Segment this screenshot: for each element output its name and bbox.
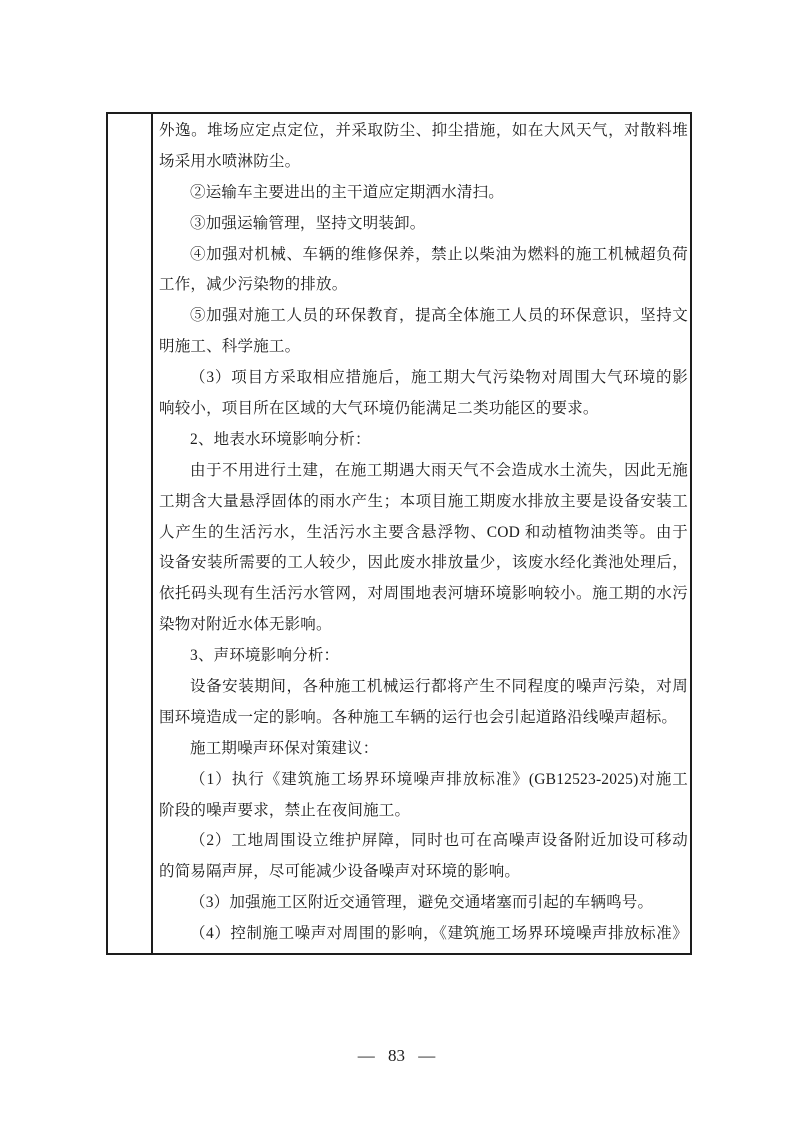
text-line: ②运输车主要进出的主干道应定期洒水清扫。: [190, 183, 505, 201]
table-label-column: [108, 114, 153, 953]
content-table: [106, 112, 692, 955]
table-content-cell: [153, 114, 690, 953]
text-line: ④加强对机械、车辆的维修保养，禁止以柴油为燃料的施工机械超负荷: [190, 245, 688, 263]
text-line: 场采用水喷淋防尘。: [159, 152, 301, 170]
text-line: 染物对附近水体无影响。: [159, 616, 332, 634]
text-line: 阶段的噪声要求，禁止在夜间施工。: [159, 801, 411, 819]
text-line: （2）工地周围设立维护屏障，同时也可在高噪声设备附近加设可移动: [190, 832, 688, 850]
text-line: ③加强运输管理，坚持文明装卸。: [190, 214, 426, 232]
text-line: ⑤加强对施工人员的环保教育，提高全体施工人员的环保意识，坚持文: [190, 307, 688, 325]
text-line: 的简易隔声屏，尽可能减少设备噪声对环境的影响。: [159, 863, 521, 881]
text-line: 工作，减少污染物的排放。: [159, 276, 348, 294]
text-line: （4）控制施工噪声对周围的影响，《建筑施工场界环境噪声排放标准》: [190, 925, 688, 943]
text-line: 3、声环境影响分析：: [190, 647, 340, 665]
page-number: — 83 —: [357, 1046, 436, 1065]
text-line: 明施工、科学施工。: [159, 338, 301, 356]
text-line: （3）项目方采取相应措施后，施工期大气污染物对周围大气环境的影: [190, 369, 688, 387]
text-line: 设备安装期间，各种施工机械运行都将产生不同程度的噪声污染，对周: [190, 678, 688, 696]
text-line: 依托码头现有生活污水管网，对周围地表河塘环境影响较小。施工期的水污: [159, 585, 688, 603]
text-line: 2、地表水环境影响分析：: [190, 430, 371, 448]
text-line: 响较小，项目所在区域的大气环境仍能满足二类功能区的要求。: [159, 400, 599, 418]
text-line: 人产生的生活污水，生活污水主要含悬浮物、COD 和动植物油类等。由于: [159, 523, 688, 541]
text-line: 由于不用进行土建，在施工期遇大雨天气不会造成水土流失，因此无施: [190, 461, 688, 479]
text-line: 工期含大量悬浮固体的雨水产生；本项目施工期废水排放主要是设备安装工: [159, 492, 688, 510]
text-line: 设备安装所需要的工人较少，因此废水排放量少，该废水经化粪池处理后，: [159, 554, 688, 572]
text-line: （1）执行《建筑施工场界环境噪声排放标准》(GB12523-2025)对施工: [190, 770, 688, 788]
text-line: 外逸。堆场应定点定位，并采取防尘、抑尘措施，如在大风天气，对散料堆: [159, 122, 688, 139]
text-line: （3）加强施工区附近交通管理，避免交通堵塞而引起的车辆鸣号。: [190, 894, 654, 912]
text-line: 围环境造成一定的影响。各种施工车辆的运行也会引起道路沿线噪声超标。: [159, 708, 678, 726]
text-line: 施工期噪声环保对策建议：: [190, 739, 379, 757]
